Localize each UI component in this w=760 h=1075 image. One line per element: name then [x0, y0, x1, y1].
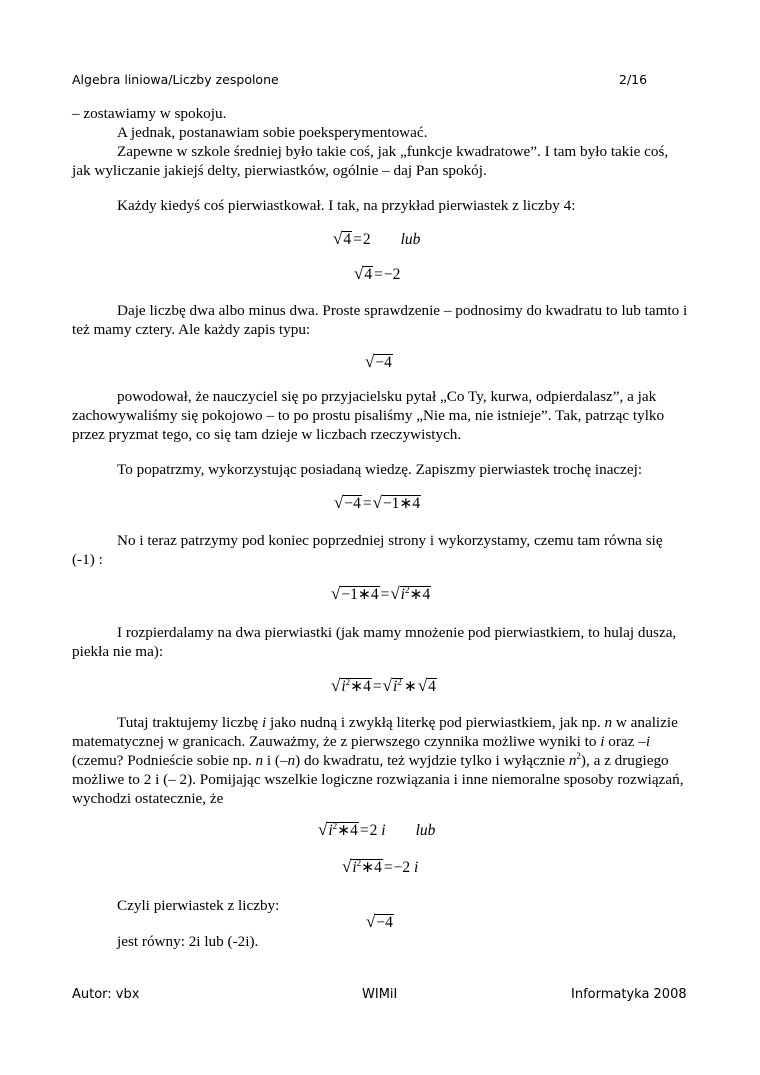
paragraph-11: Czyli pierwiastek z liczby:	[117, 897, 280, 914]
equation-sqrt-minus4: √−4	[365, 352, 392, 371]
header-title: Algebra liniowa/Liczby zespolone	[72, 72, 279, 87]
equation-split-radicals: $√i^2∗4 =√i^2$ ∗√4	[331, 676, 436, 695]
equation-sqrt-minus4-eq-sqrt-minus1-times4: √−4 =√−1∗4	[334, 493, 421, 512]
equation-sqrt4-eq-2: √4 =2 lub	[333, 229, 421, 248]
paragraph-6: powodował, że nauczyciel się po przyjacielsku pytał „Co Ty, kurwa, odpierdalasz”, a jak zachowywaliśmy się pokojowo – to po prostu pisaliśmy „Nie ma, nie istnieje”. Tak, patrząc tylko przez pryzmat tego, co się tam dzieje w liczbach rzeczywistych.	[72, 388, 665, 443]
paragraph-1: – zostawiamy w spokoju.	[72, 105, 227, 122]
equation-result-2i: $√i^2∗4 =2$ i lub	[318, 820, 436, 839]
equation-result-minus2i: $√i^2∗4 =-2$ i	[342, 857, 419, 876]
paragraph-9: I rozpierdalamy na dwa pierwiastki (jak mamy mnożenie pod pierwiastkiem, to hulaj dusza, piekła nie ma):	[72, 624, 677, 660]
paragraph-2: A jednak, postanawiam sobie poeksperymentować.	[117, 124, 428, 141]
paragraph-5: Daje liczbę dwa albo minus dwa. Proste sprawdzenie – podnosimy do kwadratu to lub tamto i też mamy cztery. Ale każdy zapis typu:	[72, 302, 688, 338]
paragraph-8: No i teraz patrzymy pod koniec poprzedniej strony i wykorzystamy, czemu tam równa się (-1) :	[72, 532, 663, 568]
paragraph-3: Zapewne w szkole średniej było takie coś, jak „funkcje kwadratowe”. I tam było takie coś, jak wyliczanie jakiejś delty, pierwiastków, ogólnie – daj Pan spokój.	[72, 143, 669, 179]
paragraph-7: To popatrzmy, wykorzystując posiadaną wiedzę. Zapiszmy pierwiastek trochę inaczej:	[117, 461, 643, 478]
equation-sqrt4-eq-minus2: √4 =−2	[354, 264, 401, 283]
footer-author: Autor: vbx	[72, 987, 140, 1002]
paragraph-4: Każdy kiedyś coś pierwiastkował. I tak, na przykład pierwiastek z liczby 4:	[117, 197, 576, 214]
paragraph-10: Tutaj traktujemy liczbę i jako nudną i zwykłą literkę pod pierwiastkiem, jak np. n w analizie matematycznej w granicach. Zauważmy, że z pierwszego czynnika możliwe wyniki to i oraz –i (czemu? Podnieście sobie np. n i (–n) do kwadratu, też wyjdzie tylko i wyłącznie $n^2$), a z drugiego możliwe to 2 i (– 2). Pomijając wszelkie logiczne rozwiązania i inne niemoralne sposoby rozwiązań, wychodzi ostatecznie, że	[72, 714, 684, 807]
paragraph-12: jest równy: 2i lub (-2i).	[117, 933, 259, 950]
footer-course: Informatyka 2008	[571, 987, 687, 1002]
equation-sqrt-minus4-final: √−4	[366, 912, 393, 931]
header-page-number: 2/16	[619, 72, 648, 87]
footer-faculty: WIMiI	[362, 987, 398, 1002]
equation-sqrt-minus1-times4-eq-sqrt-i2-times4: √−1∗4 $=√i^2∗4$	[331, 584, 431, 603]
